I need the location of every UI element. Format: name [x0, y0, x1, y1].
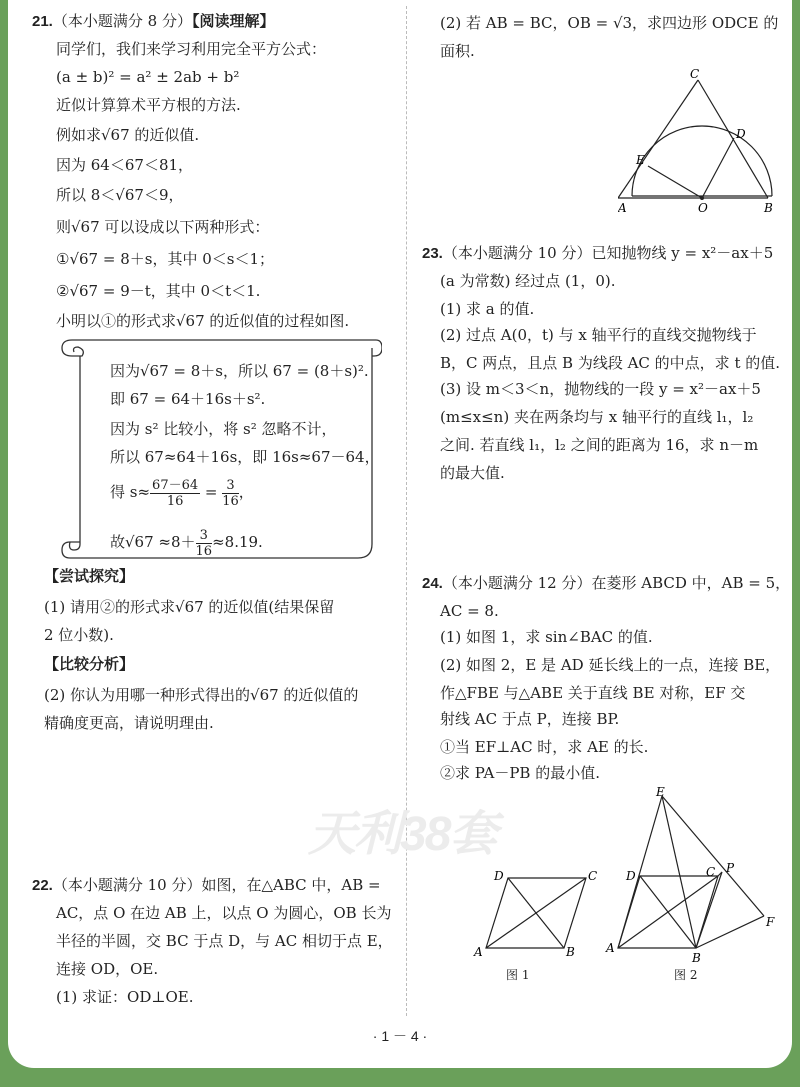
q21-part: (1) 请用②的形式求√67 的近似值(结果保留	[44, 598, 335, 616]
exam-page	[8, 0, 792, 1068]
q24-line: 作△FBE 与△ABE 关于直线 BE 对称，EF 交	[440, 684, 746, 702]
q22-line: 连接 OD，OE.	[56, 960, 159, 978]
q21-line: ①√67 = 8＋s，其中 0＜s＜1；	[56, 250, 274, 268]
label-E: E	[656, 786, 665, 799]
label-B: B	[566, 945, 575, 959]
section-tag: 【比较分析】	[44, 656, 135, 673]
column-divider	[406, 6, 407, 1016]
label-P: P	[726, 861, 735, 875]
q23-line: 的最大值.	[440, 464, 505, 482]
label-B: B	[692, 951, 701, 965]
q21-part: 精确度更高，请说明理由.	[44, 714, 214, 732]
q23-line: B，C 两点，且点 B 为线段 AC 的中点，求 t 的值.	[440, 354, 781, 372]
q24-header: 24.（本小题满分 12 分）在菱形 ABCD 中，AB = 5，	[422, 574, 791, 592]
figure-2	[604, 786, 780, 966]
q21-line: ②√67 = 9－t，其中 0＜t＜1.	[56, 282, 261, 300]
scroll-line: 所以 67≈64＋16s，即 16s≈67－64，	[110, 448, 380, 466]
label-E: E	[636, 153, 645, 167]
q24-line: ①当 EF⊥AC 时，求 AE 的长.	[440, 738, 649, 756]
figure-triangle-semicircle	[618, 68, 788, 214]
label-A: A	[474, 945, 483, 959]
q21-line: 小明以①的形式求√67 的近似值的过程如图.	[56, 312, 350, 330]
q24-line: (1) 如图 1，求 sin∠BAC 的值.	[440, 628, 653, 646]
figure-1-rhombus	[472, 866, 602, 962]
q21-part: (2) 你认为用哪一种形式得出的√67 的近似值的	[44, 686, 359, 704]
q23-line: (3) 设 m＜3＜n，抛物线的一段 y = x²－ax＋5	[440, 380, 761, 398]
label-C: C	[706, 865, 716, 879]
figure-2-caption: 图 2	[674, 968, 698, 982]
q22-header: 22.（本小题满分 10 分）如图，在△ABC 中，AB =	[32, 876, 381, 894]
section-tag: 【尝试探究】	[44, 568, 135, 585]
q23-line: (2) 过点 A(0，t) 与 x 轴平行的直线交抛物线于	[440, 326, 757, 344]
page-number: · 1 － 4 ·	[372, 1028, 428, 1044]
q24-line: 射线 AC 于点 P，连接 BP.	[440, 710, 620, 728]
scroll-line-fraction: 得 s≈ $\frac{67-64}{16}$ = $\frac{3}{16}$ ，	[110, 477, 254, 509]
label-A: A	[606, 941, 615, 955]
label-C: C	[690, 68, 700, 81]
q23-line: (1) 求 a 的值.	[440, 300, 535, 318]
q21-line: 所以 8＜√67＜9，	[56, 186, 184, 204]
label-A: A	[618, 201, 627, 214]
q21-line: 因为 64＜67＜81，	[56, 156, 194, 174]
figure-1-caption: 图 1	[506, 968, 530, 982]
q21-line: 例如求√67 的近似值.	[56, 126, 200, 144]
q21-line: 近似计算算术平方根的方法.	[56, 96, 241, 114]
q21-line: 则√67 可以设成以下两种形式：	[56, 218, 270, 236]
q22-line: (1) 求证：OD⊥OE.	[56, 988, 194, 1006]
q21-header: 21.（本小题满分 8 分）【阅读理解】	[32, 12, 275, 30]
q22-line: AC，点 O 在边 AB 上，以点 O 为圆心，OB 长为	[56, 904, 392, 922]
label-O: O	[698, 201, 708, 214]
label-D: D	[494, 869, 504, 883]
scroll-line: 因为√67 = 8＋s，所以 67 = (8＋s)².	[110, 362, 369, 380]
q22-part2: 面积.	[440, 42, 475, 60]
q24-line: ②求 PA－PB 的最小值.	[440, 764, 600, 782]
q23-line: (m≤x≤n) 夹在两条均与 x 轴平行的直线 l₁，l₂	[440, 408, 754, 426]
q22-part2: (2) 若 AB = BC，OB = √3，求四边形 ODCE 的	[440, 14, 779, 32]
scroll-line: 因为 s² 比较小，将 s² 忽略不计，	[110, 420, 337, 438]
scroll-line: 即 67 = 64＋16s＋s².	[110, 390, 266, 408]
scroll-line-result: 故√67 ≈8＋ $\frac{3}{16}$ ≈8.19.	[110, 527, 263, 559]
label-B: B	[764, 201, 773, 214]
label-F: F	[766, 915, 775, 929]
q23-header: 23.（本小题满分 10 分）已知抛物线 y = x²－ax＋5	[422, 244, 774, 262]
q21-line: 同学们，我们来学习利用完全平方公式：	[56, 40, 327, 58]
q22-line: 半径的半圆，交 BC 于点 D，与 AC 相切于点 E，	[56, 932, 393, 950]
q21-part: 2 位小数).	[44, 626, 114, 644]
watermark: 天利38套	[308, 808, 496, 861]
q23-line: 之间. 若直线 l₁，l₂ 之间的距离为 16，求 n－m	[440, 436, 759, 454]
label-D: D	[736, 127, 746, 141]
q24-line: (2) 如图 2，E 是 AD 延长线上的一点，连接 BE，	[440, 656, 781, 674]
label-C: C	[588, 869, 598, 883]
q24-line: AC = 8.	[440, 602, 499, 620]
q21-line: (a ± b)² = a² ± 2ab + b²	[56, 68, 240, 86]
label-D: D	[626, 869, 636, 883]
q23-line: (a 为常数) 经过点 (1，0).	[440, 272, 616, 290]
